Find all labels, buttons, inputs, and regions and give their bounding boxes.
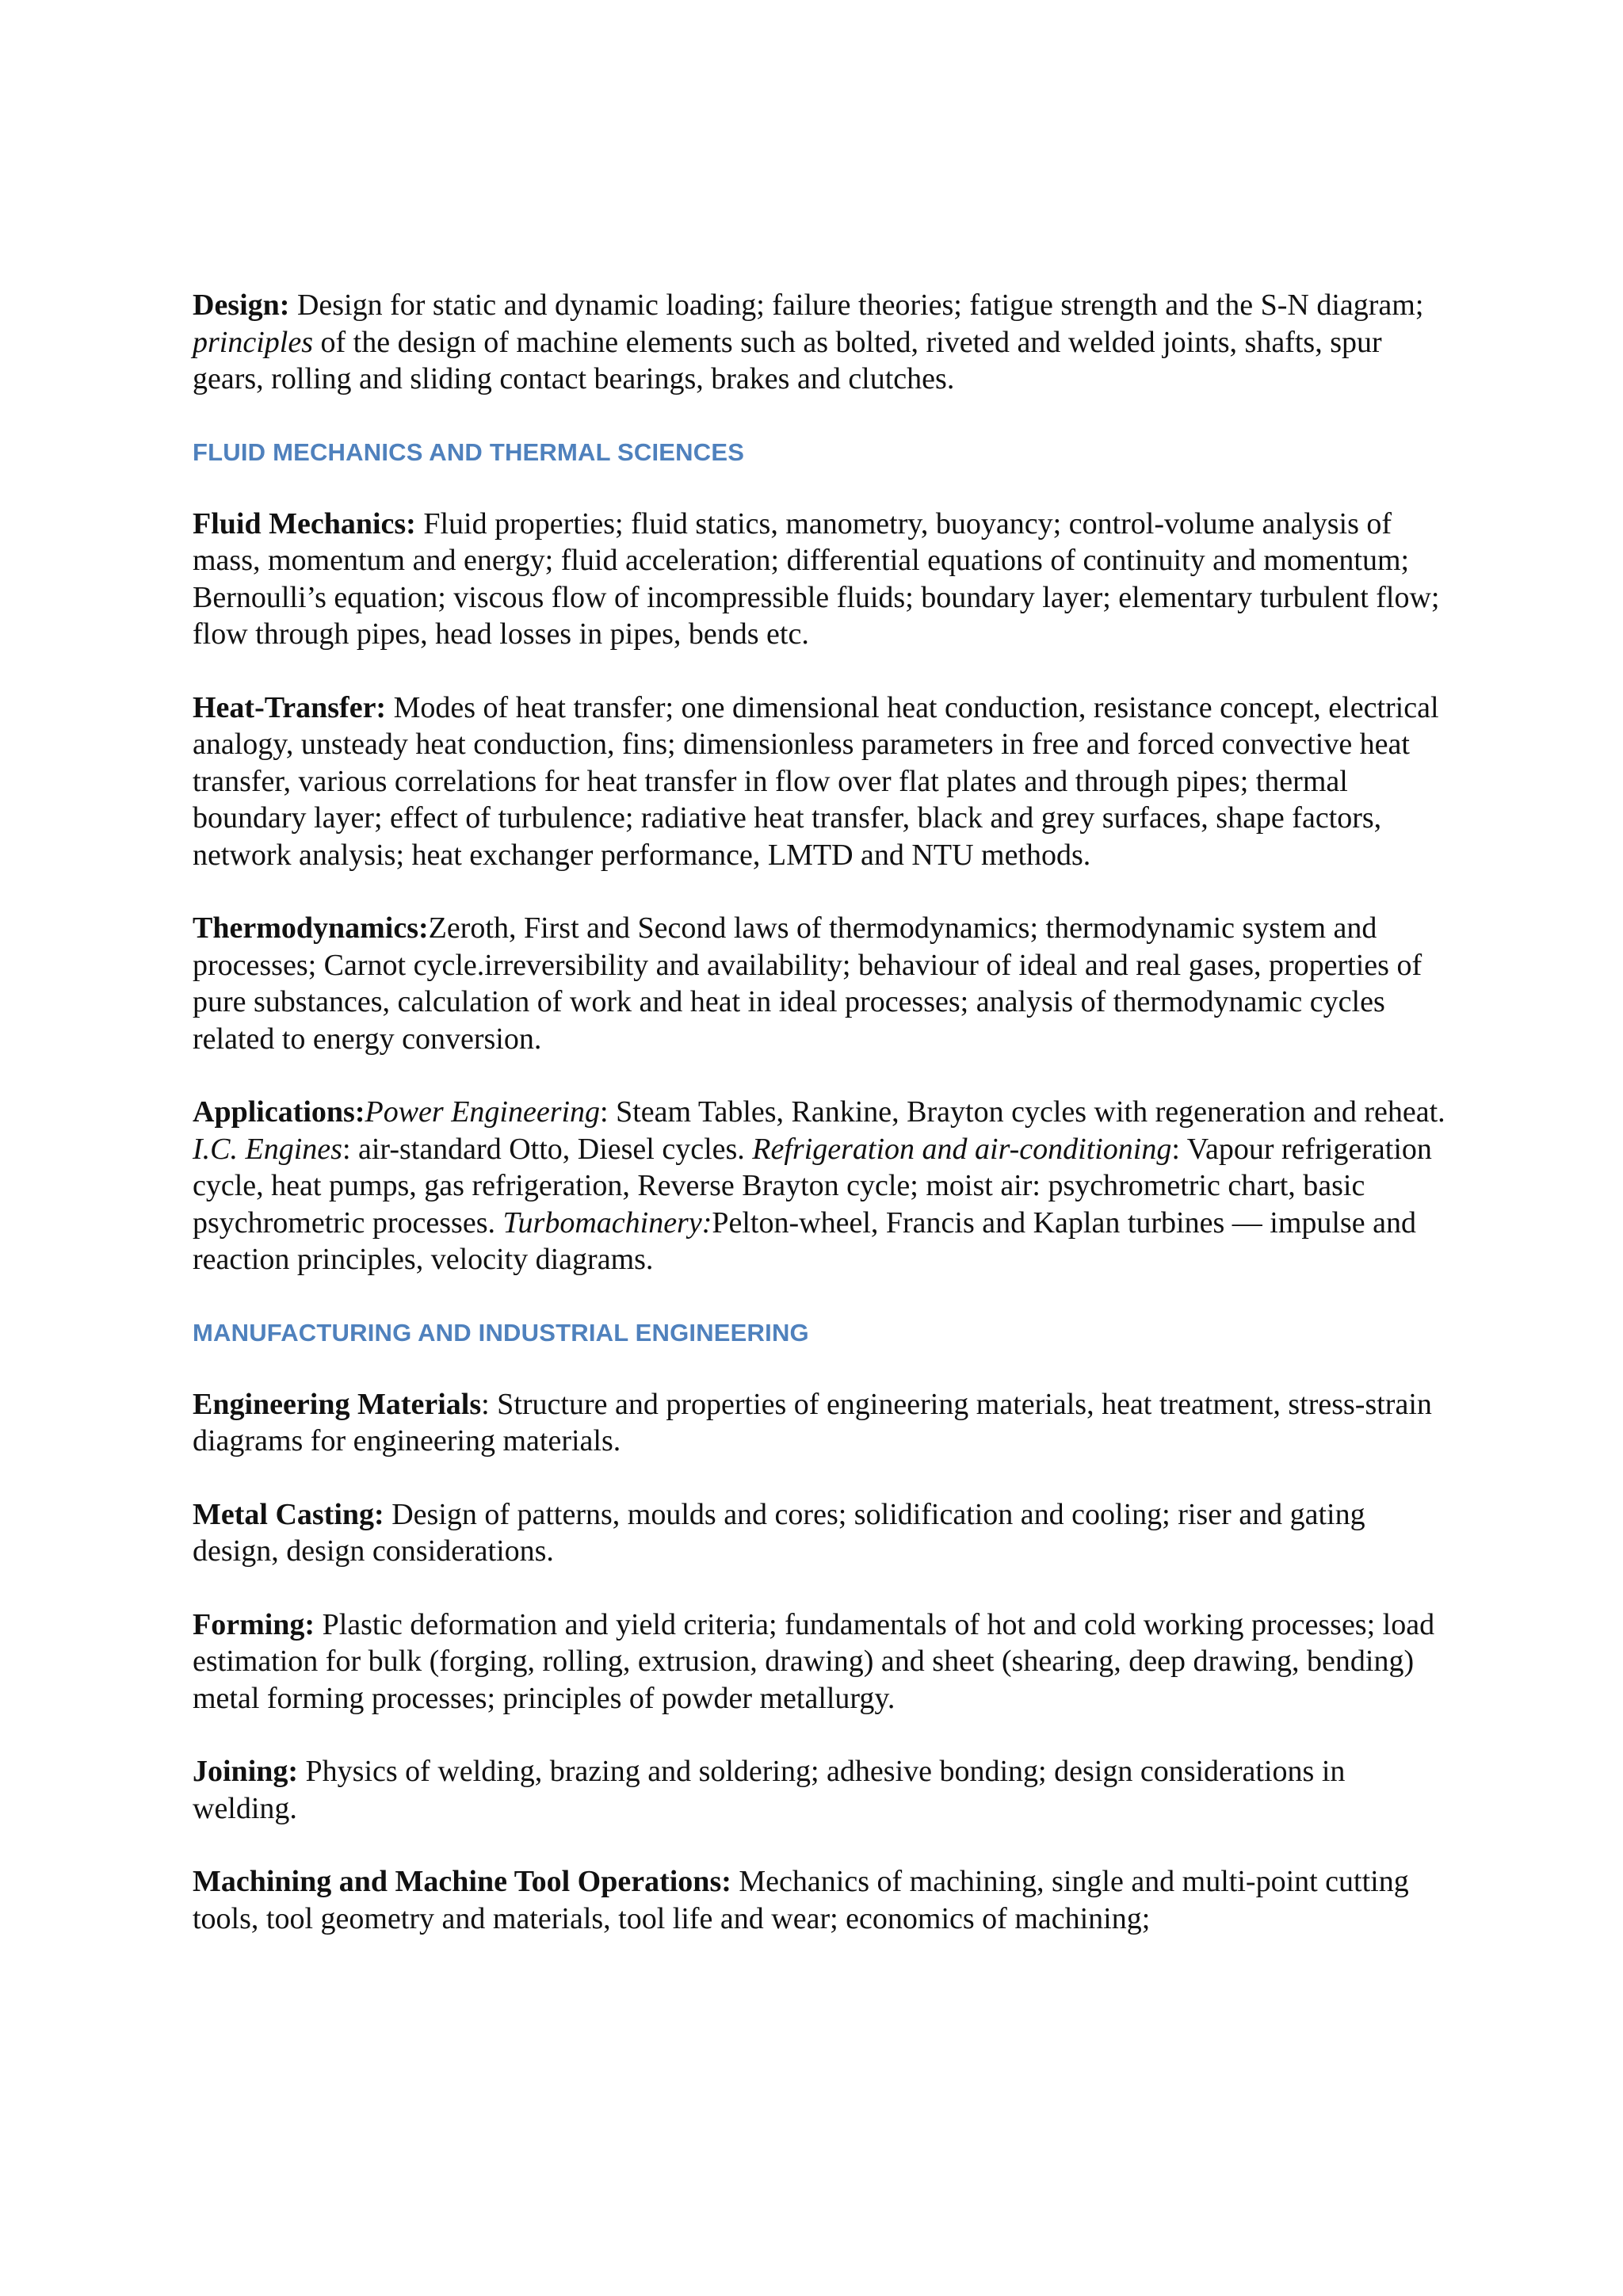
text-design-1: Design for static and dynamic loading; failure theories; fatigue strength and the S-N diagram;: [289, 288, 1424, 322]
label-fluid-mechanics: Fluid Mechanics:: [193, 506, 416, 541]
text-joining: Physics of welding, brazing and soldering; adhesive bonding; design considerations in welding.: [193, 1755, 1346, 1825]
paragraph-forming: [193, 1606, 1453, 1717]
label-design: Design:: [193, 288, 290, 322]
text-metal-casting: Design of patterns, moulds and cores; solidification and cooling; riser and gating design, design considerations.: [193, 1497, 1365, 1568]
text-fluid-mechanics: Fluid properties; fluid statics, manometry, buoyancy; control-volume analysis of mass, momentum and energy; fluid acceleration; differential equations of continuity and momentum; Bernoulli’s equation; viscous flow of incompressible fluids; boundary layer; elementary turbulent flow; flow through pipes, head losses in pipes, bends etc.: [193, 506, 1440, 651]
text-ic-engines: I.C. Engines: [193, 1132, 342, 1166]
label-joining: Joining:: [193, 1755, 299, 1788]
text-thermodynamics: Zeroth, First and Second laws of thermodynamics; thermodynamic system and processes; Carnot cycle.irreversibility and availability; behaviour of ideal and real gases, properties of pure substances, calculation of work and heat in ideal processes; analysis of thermodynamic cycles related to energy conversion.: [193, 911, 1423, 1056]
page-content: [193, 287, 1453, 1973]
text-applications-3: : Vapour refrigeration cycle, heat pumps, gas refrigeration, Reverse Brayton cycle; moist air: psychrometric chart, basic psychrometric processes.: [193, 1132, 1432, 1240]
text-engineering-materials: : Structure and properties of engineering materials, heat treatment, stress-strain diagrams for engineering materials.: [193, 1387, 1432, 1457]
label-forming: Forming:: [193, 1607, 315, 1641]
text-design-2: of the design of machine elements such as bolted, riveted and welded joints, shafts, spur gears, rolling and sliding contact bearings, brakes and clutches.: [193, 325, 1382, 395]
paragraph-joining: [193, 1753, 1453, 1827]
text-turbomachinery: Turbomachinery:: [502, 1205, 712, 1240]
paragraph-machining: [193, 1863, 1453, 1937]
paragraph-fluid-mechanics: [193, 506, 1453, 653]
paragraph-heat-transfer: [193, 690, 1453, 874]
text-forming: Plastic deformation and yield criteria; fundamentals of hot and cold working processes; load estimation for bulk (forging, rolling, extrusion, drawing) and sheet (shearing, deep drawing, bending) metal forming processes; principles of powder metallurgy.: [193, 1607, 1435, 1715]
text-applications-2: : air-standard Otto, Diesel cycles.: [342, 1132, 753, 1166]
label-heat-transfer: Heat-Transfer:: [193, 690, 387, 724]
text-applications-1: : Steam Tables, Rankine, Brayton cycles with regeneration and reheat.: [600, 1095, 1445, 1129]
text-machining: Mechanics of machining, single and multi-point cutting tools, tool geometry and materials, tool life and wear; economics of machining;: [193, 1865, 1409, 1935]
paragraph-engineering-materials: [193, 1386, 1453, 1460]
text-refrigeration: Refrigeration and air-conditioning: [752, 1132, 1172, 1166]
section-heading-manufacturing: MANUFACTURING AND INDUSTRIAL ENGINEERING: [193, 1318, 809, 1347]
paragraph-applications: [193, 1094, 1453, 1278]
label-metal-casting: Metal Casting:: [193, 1497, 384, 1531]
text-power-engineering: Power Engineering: [365, 1095, 601, 1129]
paragraph-thermodynamics: [193, 910, 1453, 1057]
text-applications-4: Pelton-wheel, Francis and Kaplan turbines — impulse and reaction principles, velocity diagrams.: [193, 1205, 1416, 1276]
label-engineering-materials: Engineering Materials: [193, 1387, 482, 1421]
section-heading-fluid-thermal: FLUID MECHANICS AND THERMAL SCIENCES: [193, 437, 745, 466]
label-machining: Machining and Machine Tool Operations:: [193, 1865, 731, 1898]
label-thermodynamics: Thermodynamics:: [193, 911, 429, 945]
text-design-principles: principles: [193, 325, 313, 359]
paragraph-metal-casting: [193, 1496, 1453, 1570]
label-applications: Applications:: [193, 1095, 365, 1129]
paragraph-design: [193, 287, 1453, 398]
text-heat-transfer: Modes of heat transfer; one dimensional heat conduction, resistance concept, electrical analogy, unsteady heat conduction, fins; dimensionless parameters in free and forced convective heat transfer, various correlations for heat transfer in flow over flat plates and through pipes; thermal boundary layer; effect of turbulence; radiative heat transfer, black and grey surfaces, shape factors, network analysis; heat exchanger performance, LMTD and NTU methods.: [193, 690, 1439, 872]
